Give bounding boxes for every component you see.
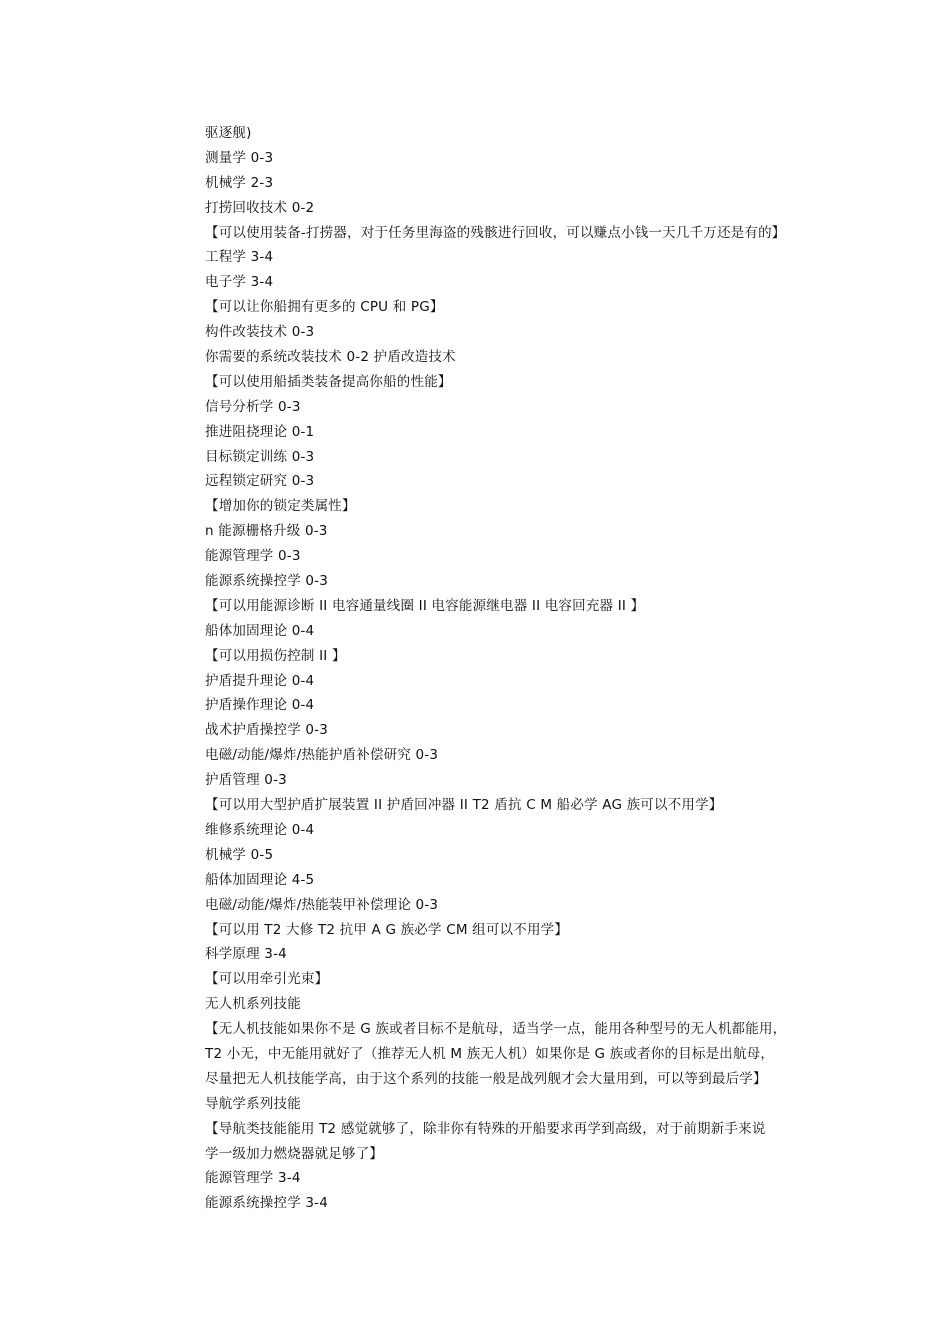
text-line: 驱逐舰): [205, 125, 252, 141]
text-line: 【可以使用船插类装备提高你船的性能】: [205, 373, 452, 390]
text-line: 工程学 3-4: [205, 249, 274, 266]
text-line: 【可以用牵引光束】: [205, 971, 329, 988]
text-line: 机械学 0-5: [205, 846, 274, 863]
text-line: 你需要的系统改装技术 0-2 护盾改造技术: [205, 349, 456, 366]
text-line: 护盾操作理论 0-4: [205, 697, 315, 714]
text-line: 【可以使用装备-打捞器，对于任务里海盗的残骸进行回收，可以赚点小钱一天几千万还是有的】: [205, 224, 786, 241]
text-line: 【无人机技能如果你不是 G 族或者目标不是航母，适当学一点，能用各种型号的无人机都能用，: [205, 1021, 787, 1038]
text-line: 打捞回收技术 0-2: [205, 199, 315, 216]
text-line: 能源管理学 0-3: [205, 548, 301, 565]
text-line: 导航学系列技能: [205, 1095, 301, 1112]
text-line: 信号分析学 0-3: [205, 398, 301, 415]
text-line: 【可以用损伤控制 II 】: [205, 647, 346, 664]
text-line: n 能源栅格升级 0-3: [205, 523, 328, 540]
text-line: 科学原理 3-4: [205, 946, 287, 963]
text-line: 远程锁定研究 0-3: [205, 473, 315, 490]
text-line: 维修系统理论 0-4: [205, 821, 315, 838]
text-line: 船体加固理论 0-4: [205, 622, 315, 639]
text-line: 电磁/动能/爆炸/热能护盾补偿研究 0-3: [205, 747, 439, 764]
text-line: 船体加固理论 4-5: [205, 871, 315, 888]
text-line: 构件改装技术 0-3: [205, 324, 315, 341]
text-line: 学一级加力燃烧器就足够了】: [205, 1145, 384, 1162]
text-line: 推进阻挠理论 0-1: [205, 423, 315, 440]
text-line: 尽量把无人机技能学高，由于这个系列的技能一般是战列舰才会大量用到，可以等到最后学】: [205, 1070, 767, 1087]
text-line: 【可以用能源诊断 II 电容通量线圈 II 电容能源继电器 II 电容回充器 II 】: [205, 597, 645, 614]
text-line: 护盾管理 0-3: [205, 772, 287, 789]
text-line: 电子学 3-4: [205, 274, 274, 291]
text-line: 能源管理学 3-4: [205, 1170, 301, 1187]
text-line: 无人机系列技能: [205, 996, 301, 1013]
text-line: 电磁/动能/爆炸/热能装甲补偿理论 0-3: [205, 896, 439, 913]
text-line: 测量学 0-3: [205, 149, 274, 166]
document-body: [205, 121, 805, 1216]
text-line: 【可以用 T2 大修 T2 抗甲 A G 族必学 CM 组可以不用学】: [205, 921, 569, 938]
text-line: 能源系统操控学 3-4: [205, 1195, 329, 1212]
text-line: 【增加你的锁定类属性】: [205, 498, 356, 515]
text-line: 【可以用大型护盾扩展装置 II 护盾回冲器 II T2 盾抗 C M 船必学 AG 族可以不用学】: [205, 797, 723, 814]
text-line: 战术护盾操控学 0-3: [205, 722, 329, 739]
text-line: 目标锁定训练 0-3: [205, 448, 315, 465]
text-line: 机械学 2-3: [205, 174, 274, 191]
text-line: 护盾提升理论 0-4: [205, 672, 315, 689]
text-line: 【可以让你船拥有更多的 CPU 和 PG】: [205, 299, 444, 316]
text-line: 【导航类技能能用 T2 感觉就够了，除非你有特殊的开船要求再学到高级，对于前期新手来说: [205, 1120, 766, 1137]
text-line: T2 小无，中无能用就好了（推荐无人机 M 族无人机）如果你是 G 族或者你的目标是出航母，: [205, 1045, 775, 1062]
text-line: 能源系统操控学 0-3: [205, 573, 329, 590]
